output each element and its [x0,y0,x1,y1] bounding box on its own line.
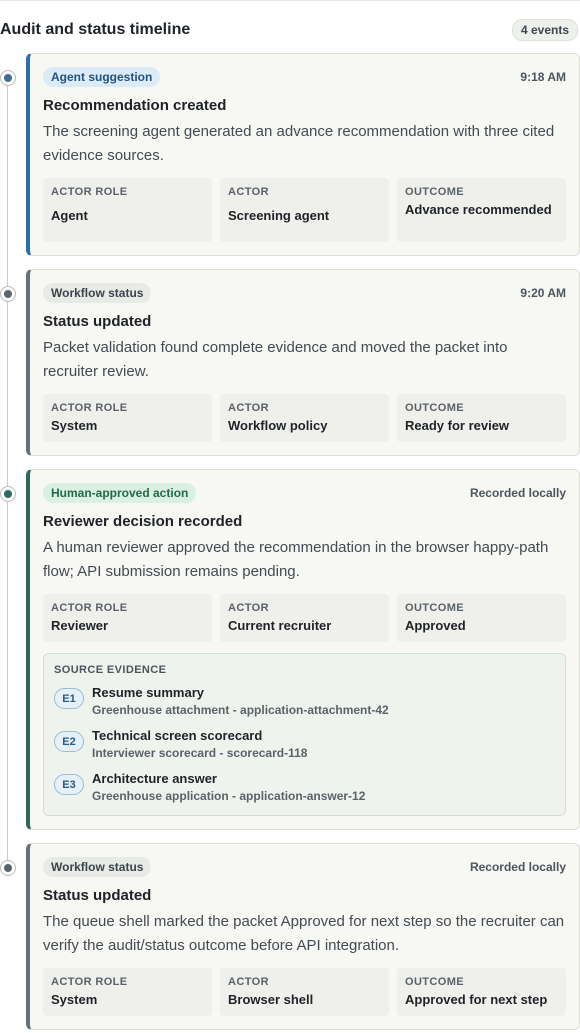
actor-role-label: ACTOR ROLE [51,186,128,198]
outcome-label: OUTCOME [405,186,465,198]
actor-role-value: System [51,418,98,433]
evidence-name: Technical screen scorecard [92,728,263,743]
source-evidence-title: SOURCE EVIDENCE [54,664,167,676]
evidence-item[interactable] [54,684,555,719]
outcome-value: Ready for review [405,418,510,433]
event-meta [43,394,566,442]
outcome-label: OUTCOME [405,976,465,988]
outcome-box [397,178,566,242]
outcome-label: OUTCOME [405,402,465,414]
source-evidence-panel [43,653,566,816]
event-description: The screening agent generated an advance recommendation with three cited evidence sources. [43,123,555,164]
outcome-box [397,394,566,442]
actor-label: ACTOR [228,602,269,614]
outcome-value: Advance recommended [405,202,552,217]
timeline [0,53,580,1033]
evidence-tag: E1 [54,688,84,709]
evidence-source: Interviewer scorecard - scorecard-118 [92,746,308,760]
event-type-badge: Agent suggestion [43,67,160,87]
evidence-name: Architecture answer [92,771,217,786]
timeline-header [0,14,580,46]
event-time: 9:18 AM [520,70,566,84]
actor-role-box [43,968,212,1016]
outcome-value: Approved for next step [405,992,548,1007]
timeline-event [0,53,580,256]
event-title: Reviewer decision recorded [43,513,243,530]
evidence-name: Resume summary [92,685,204,700]
event-description: Packet validation found complete evidence and moved the packet into recruiter review. [43,339,508,380]
actor-value: Screening agent [228,208,330,223]
event-card[interactable] [26,843,580,1030]
actor-value: Workflow policy [228,418,328,433]
event-description: The queue shell marked the packet Approved for next step so the recruiter can verify the audit/status outcome before API integration. [43,913,565,954]
event-time: Recorded locally [469,486,566,500]
outcome-box [397,968,566,1016]
event-description: A human reviewer approved the recommendation in the browser happy-path flow; API submission remains pending. [43,539,549,580]
event-title: Status updated [43,313,152,330]
actor-role-value: Agent [51,208,88,223]
actor-box [220,178,389,242]
actor-value: Browser shell [228,992,314,1007]
evidence-item[interactable] [54,727,555,762]
event-type-badge: Workflow status [43,283,151,303]
evidence-source: Greenhouse attachment - application-attachment-42 [92,703,389,717]
actor-box [220,594,389,642]
event-type-badge: Workflow status [43,857,151,877]
timeline-title: Audit and status timeline [0,21,191,38]
timeline-dot-icon [0,286,16,302]
actor-role-value: System [51,992,98,1007]
actor-role-label: ACTOR ROLE [51,976,128,988]
actor-box [220,394,389,442]
actor-role-box [43,394,212,442]
actor-role-label: ACTOR ROLE [51,602,128,614]
evidence-tag: E3 [54,774,84,795]
event-meta [43,178,566,242]
outcome-value: Approved [405,618,466,633]
event-time: 9:20 AM [520,286,566,300]
timeline-event [0,269,580,456]
timeline-event [0,843,580,1030]
event-meta [43,968,566,1016]
actor-value: Current recruiter [228,618,332,633]
event-title: Status updated [43,887,152,904]
event-type-badge: Human-approved action [43,483,196,503]
actor-label: ACTOR [228,186,269,198]
event-card[interactable] [26,53,580,256]
timeline-dot-icon [0,860,16,876]
evidence-item[interactable] [54,770,555,805]
event-meta [43,594,566,642]
event-title: Recommendation created [43,97,227,114]
actor-label: ACTOR [228,976,269,988]
evidence-source: Greenhouse application - application-answer-12 [92,789,366,803]
event-count-badge: 4 events [512,19,578,41]
event-card[interactable] [26,469,580,830]
actor-box [220,968,389,1016]
event-time: Recorded locally [469,860,566,874]
top-divider [0,0,580,1]
actor-label: ACTOR [228,402,269,414]
timeline-event [0,469,580,830]
event-card[interactable] [26,269,580,456]
actor-role-box [43,594,212,642]
timeline-dot-icon [0,486,16,502]
actor-role-value: Reviewer [51,618,109,633]
evidence-tag: E2 [54,731,84,752]
outcome-label: OUTCOME [405,602,465,614]
timeline-dot-icon [0,70,16,86]
actor-role-label: ACTOR ROLE [51,402,128,414]
outcome-box [397,594,566,642]
actor-role-box [43,178,212,242]
